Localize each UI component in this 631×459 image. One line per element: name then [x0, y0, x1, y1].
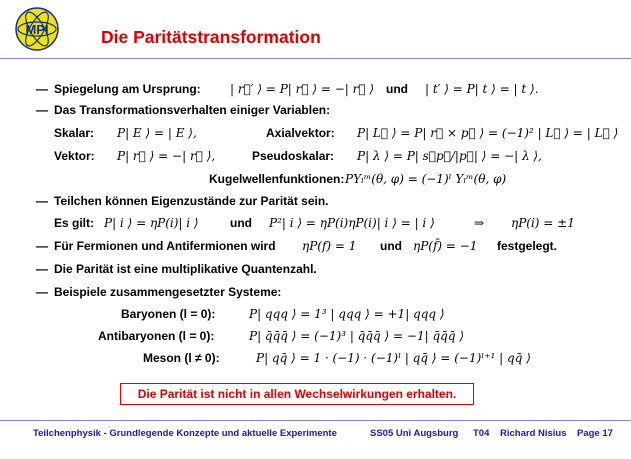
fermion-end: festgelegt.: [497, 239, 558, 253]
bullet-mark: —: [36, 262, 48, 276]
top-rule: [0, 58, 631, 59]
und-text-1: und: [386, 82, 408, 96]
baryon-label: Baryonen (l = 0):: [121, 307, 216, 321]
esgilt-formula-1: P| i ⟩ = ηP(i)| i ⟩: [104, 216, 199, 230]
footer-page: Page 17: [577, 428, 613, 439]
esgilt-label: Es gilt:: [54, 216, 95, 230]
pseudo-formula: P| λ ⟩ = P| s⃗p⃗/|p⃗| ⟩ = −| λ ⟩,: [357, 149, 542, 163]
bullet-mark: —: [36, 239, 48, 253]
spiegelung-label: Spiegelung am Ursprung:: [54, 82, 201, 96]
vektor-formula: P| r⃗ ⟩ = −| r⃗ ⟩,: [117, 149, 216, 163]
slide-title: Die Paritätstransformation: [101, 27, 321, 47]
esgilt-formula-2: P²| i ⟩ = ηP(i)ηP(i)| i ⟩ = | i ⟩: [269, 216, 435, 230]
implies-symbol: ⇒: [474, 216, 485, 230]
meson-formula: P| qq̄ ⟩ = 1 · (−1) · (−1)ˡ | qq̄ ⟩ = (−1)ˡ⁺¹ | qq̄ ⟩: [256, 351, 531, 365]
conservation-note: Die Parität ist nicht in allen Wechselwirkungen erhalten.: [120, 383, 474, 405]
spiegelung-formula-2: | t′ ⟩ = P| t ⟩ = | t ⟩.: [425, 82, 539, 96]
und-text-3: und: [380, 239, 402, 253]
footer-topic: T04: [473, 428, 490, 439]
footer-author: Richard Nisius: [500, 428, 567, 439]
logo-text: MPI: [25, 22, 49, 37]
axial-formula: P| L⃗ ⟩ = P| r⃗ × p⃗ ⟩ = (−1)² | L⃗ ⟩ = | L⃗ ⟩: [357, 126, 619, 140]
footer-course: Teilchenphysik - Grundlegende Konzepte und aktuelle Experimente: [33, 428, 337, 439]
bullet-mark: —: [36, 194, 48, 208]
footer-term: SS05 Uni Augsburg: [370, 428, 459, 439]
baryon-formula: P| qqq ⟩ = 1³ | qqq ⟩ = +1| qqq ⟩: [249, 307, 445, 321]
meson-label: Meson (l ≠ 0):: [143, 351, 220, 365]
pseudo-label: Pseudoskalar:: [252, 149, 335, 163]
fermion-formula-2: ηP(f̄) = −1: [413, 239, 478, 253]
fermion-label: Für Fermionen und Antifermionen wird: [54, 239, 276, 253]
bottom-rule: [0, 420, 631, 421]
vektor-label: Vektor:: [54, 149, 95, 163]
mpi-logo: [14, 6, 60, 52]
multi-label: Die Parität ist eine multiplikative Quantenzahl.: [54, 262, 317, 276]
bullet-mark: —: [36, 82, 48, 96]
spiegelung-formula-1: | r⃗′ ⟩ = P| r⃗ ⟩ = −| r⃗ ⟩: [230, 82, 375, 96]
fermion-formula-1: ηP(f) = 1: [302, 239, 357, 253]
skalar-label: Skalar:: [54, 126, 95, 140]
eigen-label: Teilchen können Eigenzustände zur Parität sein.: [54, 194, 329, 208]
esgilt-formula-3: ηP(i) = ±1: [511, 216, 575, 230]
bullet-mark: —: [36, 103, 48, 117]
kugel-label: Kugelwellenfunktionen:: [209, 172, 345, 186]
und-text-2: und: [230, 216, 252, 230]
axial-label: Axialvektor:: [266, 126, 335, 140]
beispiele-label: Beispiele zusammengesetzter Systeme:: [54, 285, 282, 299]
bullet-mark: —: [36, 285, 48, 299]
transform-label: Das Transformationsverhalten einiger Variablen:: [54, 103, 331, 117]
skalar-formula: P| E ⟩ = | E ⟩,: [117, 126, 197, 140]
antibaryon-label: Antibaryonen (l = 0):: [98, 329, 215, 343]
antibaryon-formula: P| q̄q̄q̄ ⟩ = (−1)³ | q̄q̄q̄ ⟩ = −1| q̄q̄q̄ ⟩: [249, 329, 465, 343]
kugel-formula: PYₗᵐ(θ, φ) = (−1)ˡ Yₗᵐ(θ, φ): [345, 172, 507, 186]
